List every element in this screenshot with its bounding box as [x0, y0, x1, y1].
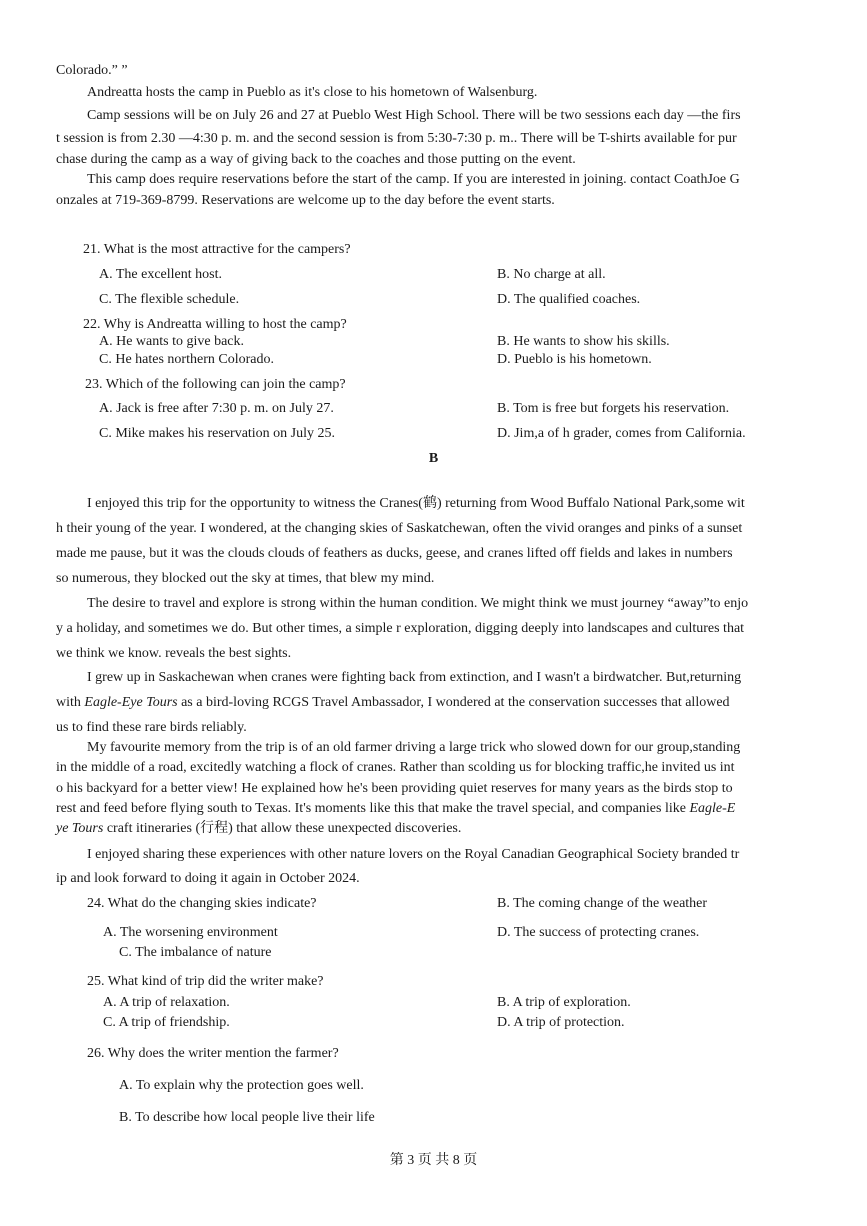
q23-option-a: A. Jack is free after 7:30 p. m. on July 27.: [99, 401, 334, 416]
passage-b-line: I grew up in Saskachewan when cranes were fighting back from extinction, and I wasn't a birdwatcher. But,returning: [87, 670, 742, 685]
passage-b-line: The desire to travel and explore is strong within the human condition. We might think we must journey “away”to enjo: [87, 596, 749, 611]
q22-option-b: B. He wants to show his skills.: [497, 334, 670, 349]
passage-b-line: h their young of the year. I wondered, at the changing skies of Saskatchewan, often the vivid oranges and pinks of a sunset: [56, 521, 743, 536]
passage-a-line: Camp sessions will be on July 26 and 27 at Pueblo West High School. There will be two sessions each day —the firs: [87, 108, 741, 123]
q22-option-d: D. Pueblo is his hometown.: [497, 352, 652, 367]
passage-b-line: y a holiday, and sometimes we do. But other times, a simple r exploration, digging deeply into landscapes and cultures that: [56, 621, 745, 636]
q25-option-b: B. A trip of exploration.: [497, 995, 631, 1010]
q21-option-a: A. The excellent host.: [99, 267, 222, 282]
q24-option-a: A. The worsening environment: [103, 925, 278, 940]
q21-option-c: C. The flexible schedule.: [99, 292, 240, 307]
passage-b-line: [56, 694, 730, 712]
passage-b-line: in the middle of a road, excitedly watching a flock of cranes. Rather than scolding us for blocking traffic,he invited us int: [56, 760, 735, 775]
company-name: Eagle-E: [689, 801, 736, 816]
question-23-stem: 23. Which of the following can join the camp?: [85, 377, 346, 392]
passage-b-line: so numerous, they blocked out the sky at times, that blew my mind.: [56, 571, 435, 586]
company-name: ye Tours: [56, 821, 104, 836]
passage-b-line: we think we know. reveals the best sights.: [56, 646, 292, 661]
section-b-heading: B: [428, 451, 439, 466]
q24-option-c: C. The imbalance of nature: [119, 945, 272, 960]
passage-b-line: [56, 820, 461, 838]
passage-a-line: t session is from 2.30 —4:30 p. m. and the second session is from 5:30-7:30 p. m.. There will be T-shirts available for pur: [56, 131, 737, 146]
q25-option-c: C. A trip of friendship.: [103, 1015, 230, 1030]
text-run: as a bird-loving RCGS Travel Ambassador, I wondered at the conservation successes that allowed: [177, 695, 730, 710]
q21-option-d: D. The qualified coaches.: [497, 292, 641, 307]
q25-option-a: A. A trip of relaxation.: [103, 995, 230, 1010]
passage-a-line: chase during the camp as a way of giving back to the coaches and those putting on the event.: [56, 152, 576, 167]
text-run: with: [56, 695, 85, 710]
passage-b-line: [56, 800, 735, 818]
question-24-stem: 24. What do the changing skies indicate?: [87, 896, 317, 911]
q24-option-d: D. The success of protecting cranes.: [497, 925, 700, 940]
q24-option-b: B. The coming change of the weather: [497, 896, 708, 911]
passage-b-line: I enjoyed sharing these experiences with other nature lovers on the Royal Canadian Geographical Society branded tr: [87, 847, 740, 862]
passage-a-line: Colorado.” ”: [56, 63, 128, 78]
passage-b-line: o his backyard for a better view! He explained how he's been providing quiet reserves for many years as the birds stop to: [56, 781, 733, 796]
passage-a-line: onzales at 719-369-8799. Reservations are welcome up to the day before the event starts.: [56, 193, 555, 208]
q23-option-d: D. Jim,a of h grader, comes from California.: [497, 426, 746, 441]
passage-a-line: This camp does require reservations before the start of the camp. If you are interested in joining. contact CoathJoe G: [87, 172, 740, 187]
passage-b-line: I enjoyed this trip for the opportunity to witness the Cranes(鹤) returning from Wood Buffalo National Park,some wit: [87, 496, 745, 511]
q26-option-b: B. To describe how local people live their life: [119, 1110, 375, 1125]
question-25-stem: 25. What kind of trip did the writer make?: [87, 974, 324, 989]
text-run: rest and feed before flying south to Texas. It's moments like this that make the travel special, and companies like: [56, 801, 690, 816]
company-name: Eagle-Eye Tours: [84, 695, 178, 710]
question-26-stem: 26. Why does the writer mention the farmer?: [87, 1046, 339, 1061]
q25-option-d: D. A trip of protection.: [497, 1015, 625, 1030]
passage-b-line: My favourite memory from the trip is of an old farmer driving a large trick who slowed down for our group,standing: [87, 740, 741, 755]
page-number-footer: 第 3 页 共 8 页: [389, 1153, 478, 1168]
q23-option-c: C. Mike makes his reservation on July 25.: [99, 426, 336, 441]
q23-option-b: B. Tom is free but forgets his reservation.: [497, 401, 730, 416]
passage-b-line: ip and look forward to doing it again in October 2024.: [56, 871, 360, 886]
q22-option-a: A. He wants to give back.: [99, 334, 245, 349]
question-21-stem: 21. What is the most attractive for the campers?: [83, 242, 351, 257]
q26-option-a: A. To explain why the protection goes well.: [119, 1078, 364, 1093]
q22-option-c: C. He hates northern Colorado.: [99, 352, 274, 367]
passage-b-line: made me pause, but it was the clouds clouds of feathers as ducks, geese, and cranes lifted off fields and lakes in numbers: [56, 546, 733, 561]
passage-b-line: us to find these rare birds reliably.: [56, 720, 247, 735]
q21-option-b: B. No charge at all.: [497, 267, 606, 282]
question-22-stem: 22. Why is Andreatta willing to host the camp?: [83, 317, 347, 332]
passage-a-line: Andreatta hosts the camp in Pueblo as it's close to his hometown of Walsenburg.: [87, 85, 538, 100]
text-run: craft itineraries (行程) that allow these unexpected discoveries.: [103, 821, 462, 836]
